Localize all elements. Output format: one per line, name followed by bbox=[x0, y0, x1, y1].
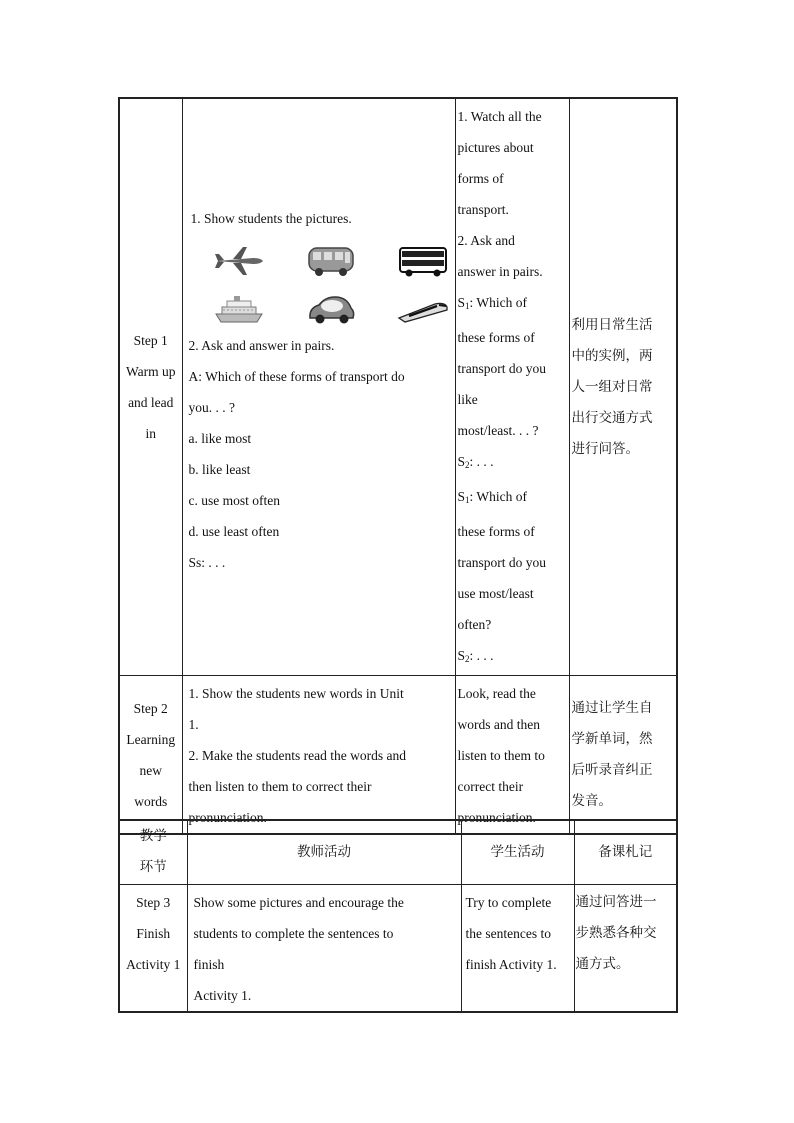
teacher-line: b. like least bbox=[188, 461, 251, 477]
student-line: Look, read the bbox=[457, 686, 536, 701]
student-line: $S_2$: . . . bbox=[457, 648, 494, 664]
train-icon bbox=[397, 292, 449, 326]
student-line: correct their bbox=[457, 779, 524, 794]
header-notes: 备课札记 bbox=[574, 820, 677, 884]
step-label: Warm up bbox=[125, 364, 176, 379]
student-line: often? bbox=[457, 617, 492, 632]
ship-icon bbox=[213, 292, 265, 326]
teacher-line: 2. Make the students read the words and bbox=[188, 748, 406, 763]
lesson-plan-table-1 bbox=[118, 97, 678, 835]
teacher-line: d. use least often bbox=[188, 523, 280, 539]
student-line: $S_1$: Which of bbox=[457, 489, 528, 505]
step-cell bbox=[119, 676, 182, 835]
teacher-line: Activity 1. bbox=[193, 987, 252, 1003]
teacher-line: 1. bbox=[188, 717, 199, 732]
step-label: new bbox=[139, 762, 162, 778]
student-line: the sentences to bbox=[465, 925, 551, 941]
double-decker-bus-icon bbox=[397, 244, 449, 278]
notes-line: 后听录音纠正 bbox=[571, 761, 653, 778]
student-line: transport do you bbox=[457, 361, 546, 376]
notes-line: 发音。 bbox=[571, 792, 612, 809]
notes-cell bbox=[569, 98, 677, 676]
teacher-line: 1. Show the students new words in Unit bbox=[188, 686, 404, 701]
student-line: like bbox=[457, 392, 478, 407]
teacher-line: then listen to them to correct their bbox=[188, 779, 372, 794]
step-label: in bbox=[145, 426, 156, 441]
step-label: Learning bbox=[126, 731, 176, 747]
student-activity-cell bbox=[455, 98, 569, 676]
student-line: Try to complete bbox=[465, 894, 552, 910]
teacher-line: finish bbox=[193, 956, 225, 972]
student-line: 1. Watch all the bbox=[457, 109, 542, 124]
teacher-line: pronunciation. bbox=[188, 810, 267, 825]
airplane-icon bbox=[213, 244, 265, 278]
student-line: 2. Ask and bbox=[457, 233, 515, 248]
notes-line: 步熟悉各种交 bbox=[575, 924, 657, 941]
teacher-activity-cell bbox=[182, 676, 455, 835]
student-line: pictures about bbox=[457, 140, 534, 155]
student-line: these forms of bbox=[457, 524, 535, 539]
student-line: answer in pairs. bbox=[457, 264, 543, 279]
notes-line: 利用日常生活 bbox=[571, 316, 653, 333]
notes-line: 通过让学生自 bbox=[571, 699, 653, 716]
notes-line: 人一组对日常 bbox=[571, 378, 653, 395]
table-row-step3 bbox=[119, 884, 677, 1012]
step-cell bbox=[119, 98, 182, 676]
teacher-activity-cell bbox=[182, 98, 455, 676]
notes-line: 出行交通方式 bbox=[571, 409, 653, 426]
student-line: most/least. . . ? bbox=[457, 423, 539, 438]
header-step: 教学 环节 bbox=[119, 820, 187, 884]
step-label: words bbox=[134, 793, 168, 809]
notes-cell bbox=[574, 884, 677, 1012]
header-student-activity: 学生活动 bbox=[461, 820, 574, 884]
student-line: words and then bbox=[457, 717, 540, 732]
teacher-line: 2. Ask and answer in pairs. bbox=[188, 337, 335, 353]
student-line: listen to them to bbox=[457, 748, 545, 763]
notes-line: 学新单词，然 bbox=[571, 730, 653, 747]
table-header-row bbox=[119, 820, 677, 884]
student-line: transport do you bbox=[457, 555, 546, 570]
step-label: Step 3 bbox=[136, 894, 171, 910]
student-line: use most/least bbox=[457, 586, 534, 601]
teacher-line: students to complete the sentences to bbox=[193, 925, 394, 941]
student-line: finish Activity 1. bbox=[465, 956, 557, 972]
notes-line: 通方式。 bbox=[575, 955, 630, 972]
student-activity-cell bbox=[461, 884, 574, 1012]
teacher-line: you. . . ? bbox=[188, 399, 235, 415]
transport-pictures bbox=[213, 244, 451, 326]
student-line: $S_2$: . . . bbox=[457, 454, 494, 470]
step-cell bbox=[119, 884, 187, 1012]
header-teacher-activity: 教师活动 bbox=[187, 820, 461, 884]
notes-line: 中的实例，两 bbox=[571, 347, 653, 364]
student-activity-cell bbox=[455, 676, 569, 835]
teacher-activity-cell bbox=[187, 884, 461, 1012]
teacher-line: Show some pictures and encourage the bbox=[193, 894, 404, 910]
student-line: these forms of bbox=[457, 330, 535, 345]
notes-cell bbox=[569, 676, 677, 835]
teacher-line: A: Which of these forms of transport do bbox=[188, 368, 405, 384]
student-line: forms of bbox=[457, 171, 504, 186]
table-row-step2 bbox=[119, 676, 677, 835]
teacher-line: 1. Show students the pictures. bbox=[190, 210, 352, 226]
table-row-step1 bbox=[119, 98, 677, 676]
notes-line: 通过问答进一 bbox=[575, 893, 657, 910]
lesson-plan-table-2 bbox=[118, 819, 678, 1013]
step-label: Step 2 bbox=[133, 700, 168, 716]
step-label: and lead bbox=[128, 395, 174, 410]
step-label: Step 1 bbox=[133, 333, 168, 348]
teacher-line: Ss: . . . bbox=[188, 554, 226, 570]
student-line: transport. bbox=[457, 202, 509, 217]
step-label: Activity 1 bbox=[126, 956, 181, 972]
teacher-line: a. like most bbox=[188, 430, 252, 446]
car-icon bbox=[305, 292, 357, 326]
student-line: $S_1$: Which of bbox=[457, 295, 528, 311]
bus-icon bbox=[305, 244, 357, 278]
step-label: Finish bbox=[136, 925, 171, 941]
teacher-line: c. use most often bbox=[188, 492, 280, 508]
student-line: pronunciation. bbox=[457, 810, 536, 825]
notes-line: 进行问答。 bbox=[571, 440, 639, 457]
